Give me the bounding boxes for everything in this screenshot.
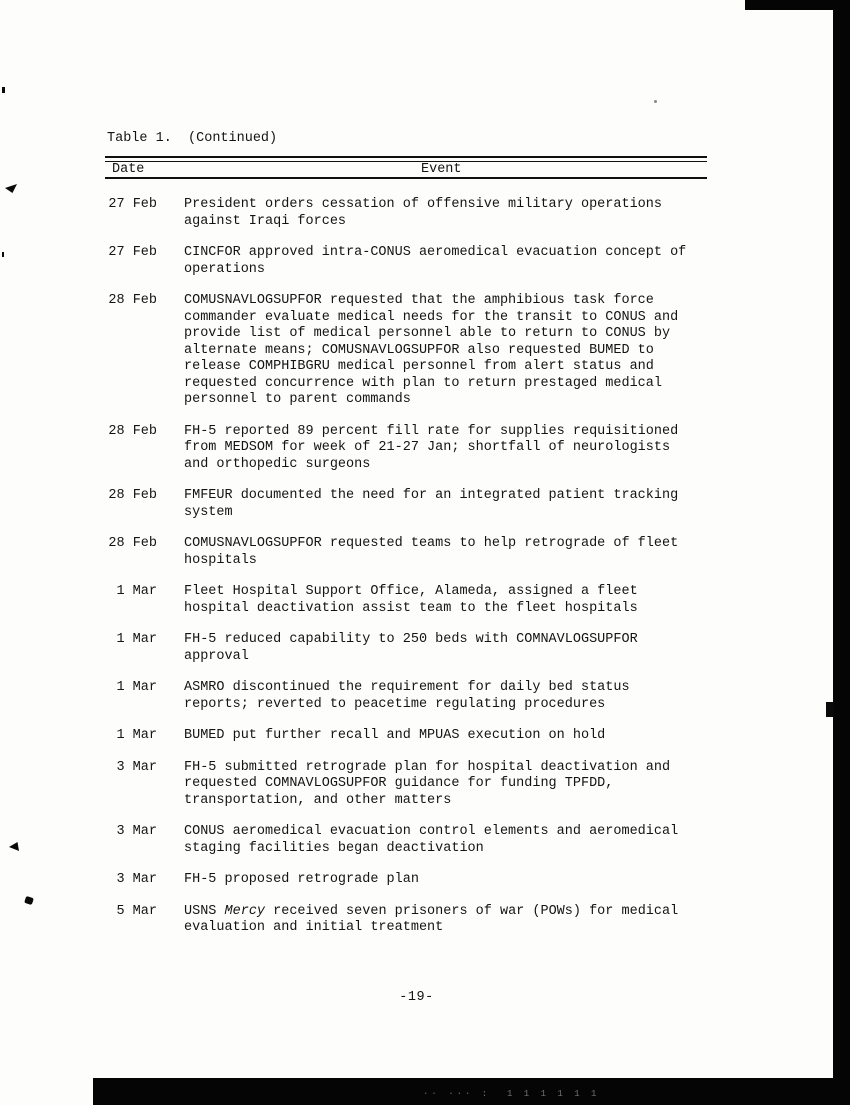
row-event-segment: COMUSNAVLOGSUPFOR requested that the amphibious task force commander evaluate medical needs for the transit to CONUS and provide list of medical personnel able to return to CONUS by alternate means; COMUSNAVLOGSUPFOR also requested BUMED to release COMPHIBGRU medical personnel from alert status and requested concurrence with plan to return prestaged medical personnel to parent commands [184,293,679,407]
column-header-event: Event [421,162,462,177]
row-date: 28 Feb [108,293,157,308]
row-event-segment: President orders cessation of offensive military operations against Iraqi forces [184,197,662,229]
row-event [184,488,694,521]
table-row [107,245,717,278]
table-row [107,536,717,569]
header-rule [105,177,707,179]
row-event [184,824,694,857]
row-date: 5 Mar [116,903,157,919]
row-date: 1 Mar [116,680,157,695]
row-event-segment: FH-5 reduced capability to 250 beds with COMNAVLOGSUPFOR approval [184,632,638,664]
table-row [107,824,717,857]
row-event [184,584,694,617]
row-event-segment: ASMRO discontinued the requirement for daily bed status reports; reverted to peacetime regulating procedures [184,680,630,712]
row-event-segment: FH-5 reported 89 percent fill rate for supplies requisitioned from MEDSOM for week of 21-27 Jan; shortfall of neurologists and orthopedic surgeons [184,423,679,472]
table-row [107,424,717,474]
scan-artifact-marks: ·· ··· : 1 1 1 1 1 1 [423,1089,600,1099]
ink-speck [2,87,5,93]
row-event [184,197,694,230]
row-date: 28 Feb [108,536,157,551]
ink-mark [9,842,19,851]
scan-bar-top-right [745,0,850,10]
row-date: 3 Mar [116,872,157,887]
double-rule-bottom [105,161,707,162]
row-event-segment: received seven prisoners of war (POWs) for medical evaluation and initial treatment [184,903,679,935]
row-event [184,680,694,713]
row-date: 28 Feb [108,488,157,503]
table-title: Table 1. (Continued) [107,131,278,146]
row-event-segment: FH-5 submitted retrograde plan for hospital deactivation and requested COMNAVLOGSUPFOR guidance for funding TPFDD, transportation, and other matters [184,759,671,808]
ink-speck [2,252,4,257]
table-row [107,197,717,230]
scan-edge-right [833,0,850,1105]
page-number: -19- [399,990,434,1005]
row-date: 27 Feb [108,197,157,212]
row-date: 3 Mar [116,824,157,839]
row-event [184,728,694,745]
scan-bar-bottom [93,1078,850,1105]
ink-mark [5,184,17,193]
row-event [184,760,694,810]
row-date: 28 Feb [108,423,157,439]
ink-mark [24,896,34,905]
row-event-segment: COMUSNAVLOGSUPFOR requested teams to help retrograde of fleet hospitals [184,536,679,568]
row-date: 3 Mar [116,759,157,775]
table-row [107,632,717,665]
table-row [107,760,717,810]
row-event-segment: USNS [184,903,225,919]
row-date: 1 Mar [116,728,157,743]
row-event-segment: Fleet Hospital Support Office, Alameda, assigned a fleet hospital deactivation assist team to the fleet hospitals [184,584,638,616]
table-row [107,293,717,409]
row-event [184,872,694,889]
table-row [107,488,717,521]
table-row [107,728,717,745]
row-event [184,632,694,665]
row-date: 27 Feb [108,245,157,260]
row-event [184,424,694,474]
row-event-segment: BUMED put further recall and MPUAS execution on hold [184,728,606,743]
table-row [107,584,717,617]
table-row [107,872,717,889]
table-row [107,680,717,713]
table-row [107,904,717,937]
row-event [184,293,694,409]
row-event-italic-segment: Mercy [224,903,266,919]
row-event-segment: FH-5 proposed retrograde plan [184,872,419,887]
row-event [184,245,694,278]
row-event [184,904,694,937]
row-event-segment: CONUS aeromedical evacuation control elements and aeromedical staging facilities began deactivation [184,824,679,856]
ink-speck [654,100,657,103]
scan-edge-tick [826,702,834,717]
table-body [107,197,717,952]
double-rule-top [105,156,707,158]
row-event [184,536,694,569]
row-date: 1 Mar [116,632,157,647]
row-event-segment: FMFEUR documented the need for an integrated patient tracking system [184,488,679,520]
row-event-segment: CINCFOR approved intra-CONUS aeromedical evacuation concept of operations [184,245,687,277]
row-date: 1 Mar [116,584,157,599]
column-header-date: Date [112,162,145,177]
